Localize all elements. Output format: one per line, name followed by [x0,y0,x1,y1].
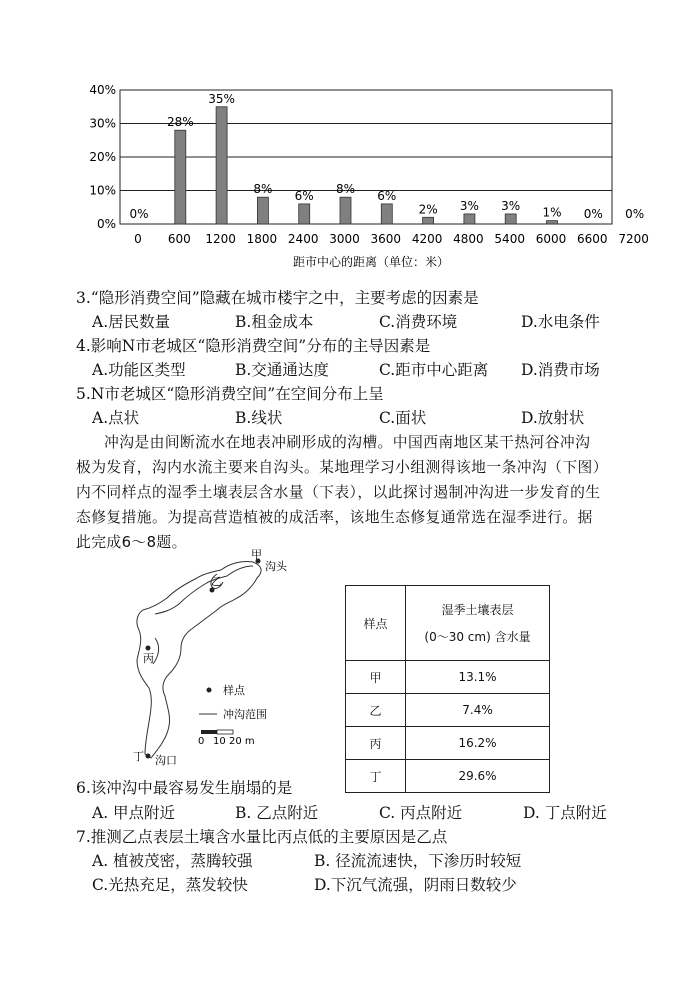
data-label: 8% [253,182,273,197]
y-tick-label: 40% [89,83,116,97]
passage-line-3: 内不同样点的湿季土壤表层含水量（下表），以此探讨遏制冲沟进一步发育的生 [76,484,601,501]
data-label: 28% [166,115,194,130]
moisture-table [345,585,550,793]
question-5-option-b: B.线状 [235,409,283,427]
table-header-site: 样点 [346,586,406,661]
question-7-option-c: C.光热充足，蒸发较快 [92,876,248,894]
question-3-option-c: C.消费环境 [379,313,458,331]
data-label: 2% [418,202,438,217]
distance-distribution-chart [80,80,649,275]
x-tick-label: 3600 [370,232,402,246]
sample-point-ding [133,750,151,763]
bar [216,107,227,224]
table-row [346,727,550,760]
question-6-option-c: C. 丙点附近 [379,804,463,822]
point-label-bing: 丙 [143,652,154,665]
sample-point-jia [251,548,262,564]
y-tick-label: 20% [89,150,116,164]
x-tick-label: 5400 [494,232,525,246]
table-header-moisture-line1: 湿季土壤表层 [441,603,514,617]
legend-point-icon [207,688,212,693]
question-3-stem: 3.“隐形消费空间”隐藏在城市楼宇之中，主要考虑的因素是 [76,289,479,307]
x-axis-label: 距市中心的距离（单位：米） [292,255,450,269]
scale-label-0: 0 [198,736,205,747]
question-4-option-c: C.距市中心距离 [379,361,489,379]
y-tick-label: 10% [89,183,116,198]
point-label-ding: 丁 [133,750,144,763]
legend-point-label: 样点 [223,684,245,697]
table-cell-site: 丁 [346,760,406,793]
data-label: 0% [625,207,645,221]
x-tick-label: 4800 [453,232,484,246]
bar [423,217,434,224]
data-label: 1% [542,205,562,220]
table-row [346,661,550,694]
sample-point-yi [210,575,223,593]
sample-point-bing [143,646,154,666]
gully-mouth-label: 沟口 [155,754,177,767]
question-3-option-d: D.水电条件 [521,313,600,331]
x-tick-label: 7200 [618,232,649,246]
question-3-option-b: B.租金成本 [235,313,314,331]
question-4-stem: 4.影响N市老城区“隐形消费空间”分布的主导因素是 [76,337,431,355]
passage-line-2: 极为发育，沟内水流主要来自沟头。某地理学习小组测得该地一条冲沟（下图） [76,459,608,476]
question-4-option-a: A.功能区类型 [92,361,186,379]
bar [175,130,186,224]
data-label: 3% [459,198,479,213]
table-header-moisture-line2: (0～30 cm) 含水量 [424,630,531,644]
question-4-option-d: D.消费市场 [521,361,600,379]
data-label: 0% [583,207,603,221]
question-6-option-b: B. 乙点附近 [235,804,319,822]
x-tick-label: 600 [167,232,191,246]
question-7-option-d: D.下沉气流强，阴雨日数较少 [314,876,517,894]
data-label: 6% [294,188,314,203]
question-5-stem: 5.N市老城区“隐形消费空间”在空间分布上呈 [76,385,384,403]
question-7-stem: 7.推测乙点表层土壤含水量比丙点低的主要原因是乙点 [76,828,448,846]
y-tick-label: 30% [89,116,116,131]
question-5-option-c: C.面状 [379,409,427,427]
scale-bar [201,730,233,734]
x-tick-label: 6600 [577,232,608,246]
bar [257,197,268,224]
table-cell-value: 13.1% [406,661,550,694]
bar [547,221,558,224]
bar [381,204,392,224]
table-cell-value: 16.2% [406,727,550,760]
data-label: 35% [208,91,235,106]
question-5-option-a: A.点状 [92,409,140,427]
x-tick-label: 2400 [287,232,319,246]
table-header-row [346,586,550,661]
table-row [346,694,550,727]
scale-label-10: 10 [213,736,226,747]
table-cell-value: 7.4% [406,694,550,727]
table-cell-site: 甲 [346,661,406,694]
x-tick-label: 4200 [411,232,443,246]
x-tick-label: 1800 [246,232,278,246]
table-cell-site: 丙 [346,727,406,760]
point-label-yi: 乙 [211,575,222,588]
scale-label-20: 20 m [229,736,255,747]
bar [340,197,351,224]
question-6-stem: 6.该冲沟中最容易发生崩塌的是 [76,779,293,797]
question-6-option-d: D. 丁点附近 [523,804,607,822]
table-cell-site: 乙 [346,694,406,727]
question-4-option-b: B.交通通达度 [235,361,329,379]
bar [299,204,310,224]
passage-line-1: 冲沟是由间断流水在地表冲刷形成的沟槽。中国西南地区某干热河谷冲沟 [104,434,591,451]
bar [464,214,475,224]
question-7-option-a: A. 植被茂密，蒸腾较强 [92,852,253,870]
gully-head-label: 沟头 [265,560,287,573]
gully-outline [137,561,261,758]
x-tick-label: 6000 [535,232,567,246]
table-row [346,760,550,793]
question-6-option-a: A. 甲点附近 [92,804,176,822]
legend-line-label: 冲沟范围 [223,708,267,721]
question-7-option-b: B. 径流流速快，下渗历时较短 [314,852,522,870]
passage-line-5: 此完成6～8题。 [76,534,187,551]
point-label-jia: 甲 [251,548,262,561]
question-5-option-d: D.放射状 [521,409,585,427]
data-label: 3% [501,198,521,213]
bar [505,214,516,224]
x-tick-label: 0 [134,232,142,246]
x-tick-label: 1200 [205,232,236,246]
gully-map [125,548,315,773]
x-tick-label: 3000 [329,232,360,246]
data-label: 6% [377,188,397,203]
passage-line-4: 态修复措施。为提高营造植被的成活率，该地生态修复通常选在湿季进行。据 [76,509,593,526]
data-label: 8% [335,182,356,197]
table-header-moisture [406,586,550,661]
data-label: 0% [129,207,149,221]
y-tick-label: 0% [96,217,116,231]
table-cell-value: 29.6% [406,760,550,793]
question-3-option-a: A.居民数量 [92,313,171,331]
